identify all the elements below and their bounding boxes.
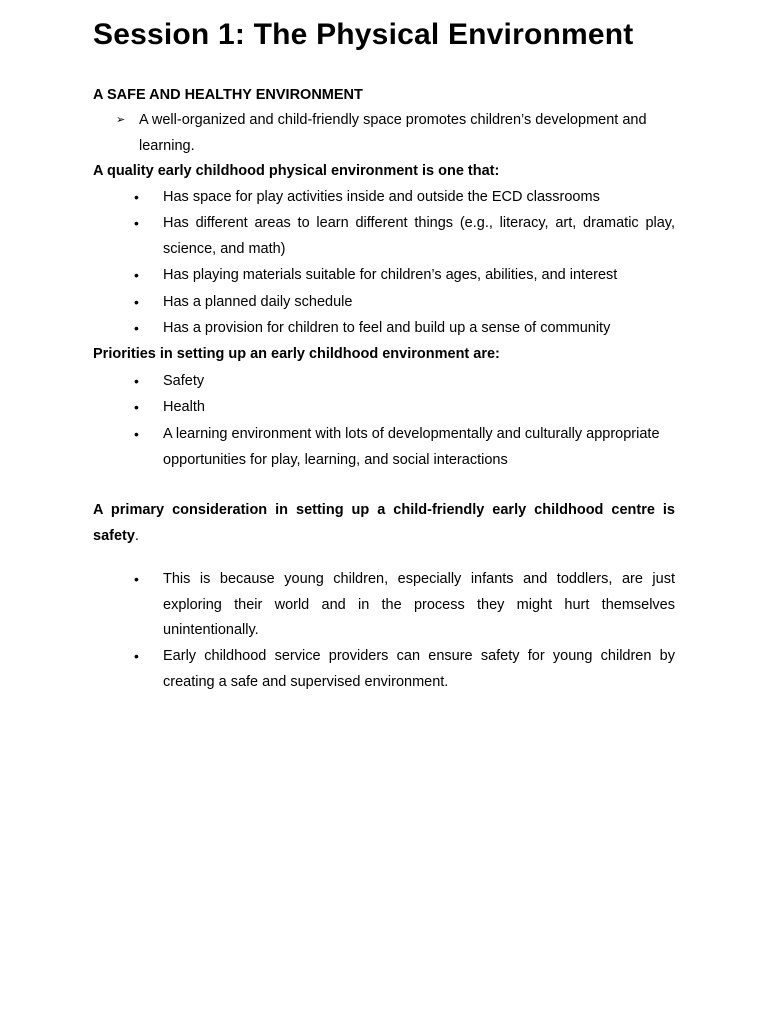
heading-text: A primary consideration in setting up a child-friendly early childhood centre is safety (93, 502, 675, 544)
bullet-icon: • (134, 215, 139, 231)
bullet-icon: • (134, 648, 139, 664)
section-heading-safe-healthy: A SAFE AND HEALTHY ENVIRONMENT (93, 87, 363, 103)
list-item: Safety (163, 373, 205, 389)
bullet-icon: • (134, 373, 139, 389)
bullet-icon: • (134, 294, 139, 310)
list-item: Has space for play activities inside and outside the ECD classrooms (163, 189, 600, 205)
section-heading-primary-consideration (93, 498, 675, 549)
page-title: Session 1: The Physical Environment (93, 18, 634, 51)
list-item: Health (163, 399, 205, 415)
list-item: Has a planned daily schedule (163, 294, 353, 310)
list-item: This is because young children, especially infants and toddlers, are just exploring their world and in the process they might hurt themselves unintentionally. (163, 571, 675, 638)
section-heading-priorities: Priorities in setting up an early childhood environment are: (93, 346, 500, 362)
list-item: Has different areas to learn different things (e.g., literacy, art, dramatic play, science, and math) (163, 215, 675, 257)
bullet-icon: • (134, 399, 139, 415)
list-item: Early childhood service providers can ensure safety for young children by creating a safe and supervised environment. (163, 648, 675, 690)
list-item: A learning environment with lots of developmentally and culturally appropriate opportunities for play, learning, and social interactions (163, 426, 660, 468)
heading-period: . (134, 527, 139, 544)
bullet-icon: • (134, 189, 139, 205)
bullet-icon: • (134, 320, 139, 336)
arrow-bullet-icon: ➢ (116, 114, 126, 126)
bullet-icon: • (134, 267, 139, 283)
bullet-icon: • (134, 426, 139, 442)
list-item: Has playing materials suitable for children’s ages, abilities, and interest (163, 267, 618, 283)
section-heading-quality-environment: A quality early childhood physical environment is one that: (93, 163, 500, 179)
bullet-icon: • (134, 571, 139, 587)
arrow-list-item: A well-organized and child-friendly space promotes children’s development and learning. (139, 112, 647, 154)
list-item: Has a provision for children to feel and build up a sense of community (163, 320, 611, 336)
